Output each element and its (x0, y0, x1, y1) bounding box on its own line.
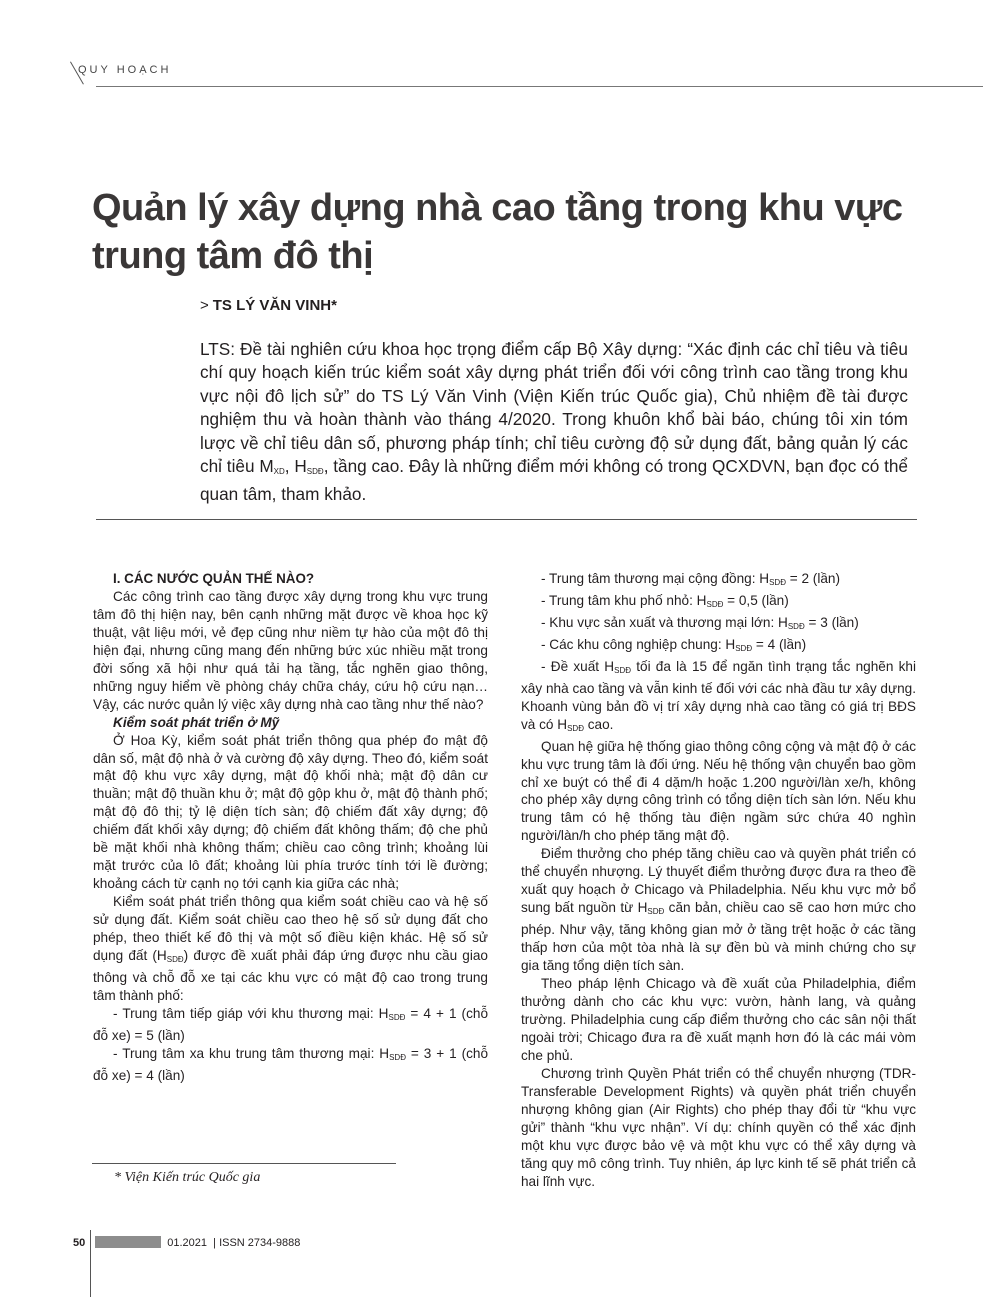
text-run: - Các khu công nghiệp chung: H (541, 636, 736, 652)
list-item (521, 592, 916, 614)
text-run: cao. (583, 716, 614, 732)
body-paragraph: Các công trình cao tầng được xây dựng trong khu vực trung tâm đô thị hiện nay, bên cạnh những mặt được về khoa học kỹ thuật, vật liệu mới, vẻ đẹp cũng như niềm tự hào của một đô thị hiện đại, nhưng cũng mang đến những bức xúc nhiều mặt trong đời sống xã hội như quá tải hạ tầng, tắc nghẽn giao thông, những nguy hiểm về phòng cháy chữa cháy, cứu hộ cứu nạn… Vậy, các nước quản lý việc xây dựng nhà cao tầng như thế nào? (93, 588, 488, 712)
text-run: = 4 (lần) (752, 636, 807, 652)
left-column (93, 570, 488, 1085)
issue-date: 01.2021 (167, 1237, 208, 1249)
text-run: - Trung tâm khu phố nhỏ: H (541, 592, 707, 608)
body-paragraph: Theo pháp lệnh Chicago và đề xuất của Philadelphia, điểm thưởng dành cho các khu vực: vườn, hành lang, và quảng trường. Philadelphia cung cấp điểm thưởng cho các sân nội thất ngoài trời; Chicago đưa ra đề xuất mạnh hơn đó là các mái vòm che phủ. (521, 976, 916, 1063)
subscript: SDĐ (706, 599, 724, 609)
lead-text-2: , H (284, 456, 307, 477)
text-run: - Trung tâm tiếp giáp với khu thương mại: H (113, 1005, 389, 1021)
author-byline (200, 297, 337, 314)
text-run: = 0,5 (lần) (723, 592, 789, 608)
lead-rule (96, 519, 917, 520)
text-run: = 3 + 1 (chỗ đỗ xe) = 4 (lần) (93, 1045, 489, 1083)
subscript: SDĐ (769, 578, 786, 587)
body-paragraph (521, 845, 916, 975)
subscript: SDĐ (388, 1012, 406, 1022)
text-run: = 4 + 1 (chỗ đỗ xe) = 5 (lần) (93, 1005, 488, 1043)
text-run: = 3 (lần) (804, 614, 859, 630)
subscript: SDĐ (166, 955, 184, 965)
footnote: * Viện Kiến trúc Quốc gia (114, 1170, 261, 1185)
magazine-logo (95, 1236, 161, 1248)
lead-paragraph (200, 338, 908, 507)
list-item (521, 614, 916, 636)
lead-subscript-1: XD (273, 467, 285, 477)
subheading: Kiểm soát phát triển ở Mỹ (113, 714, 280, 730)
section-tag: QUY HOẠCH (78, 64, 172, 76)
body-paragraph: Ở Hoa Kỳ, kiểm soát phát triển thông qua phép đo mật độ dân số, mật độ nhà ở và cường độ xây dựng. Theo đó, kiểm soát mật độ khu vực xây dựng, mật độ khối nhà; mật độ dân cư thuần; mật độ thuần khu ở; mật độ gộp khu ở, mật độ thành phố; mật độ đô thị; tỷ lệ diện tích sàn; độ chiếm đất xây dựng; độ chiếm đất khối xây dựng; độ chiếm đất không thấm; độ che phủ bề mặt khối nhà không thấm; chiều cao công trình; khoảng lùi mặt trước của lô đất; khoảng lùi phía trước tính tới lề đường; khoảng cách từ cạnh nọ tới cạnh kia giữa các nhà; (93, 732, 488, 892)
body-paragraph: Quan hệ giữa hệ thống giao thông công cộng và mật độ ở các khu vực trung tâm là đối ứng. Nếu hệ thống vận chuyển bao gồm chỉ xe buýt có thể đi 4 dặm/h hoặc 1.200 người/làn xe/h, không cho phép xây dựng công trình có tổng diện tích sàn lớn. Nếu khu trung tâm có hệ thống tàu điện ngầm sức chứa 40 nghìn người/làn/h cho phép tăng mật độ. (521, 738, 916, 844)
list-item (93, 1005, 488, 1045)
list-item (521, 636, 916, 658)
text-run: Kiểm soát phát triển thông qua kiểm soát chiều cao và hệ số sử dụng đất. Kiểm soát chiều cao theo hệ số sử dụng đất cho phép, theo thiết kế đô thị và một số điều kiện khác. Hệ số sử dụng đất (H (93, 894, 488, 964)
section-heading: I. CÁC NƯỚC QUẢN THẾ NÀO? (113, 571, 315, 586)
text-run: = 2 (lần) (785, 571, 840, 586)
list-item (521, 658, 916, 738)
subscript: SDĐ (389, 1052, 406, 1062)
page-number: 50 (73, 1237, 86, 1249)
body-paragraph (93, 893, 488, 1005)
subscript: SDĐ (567, 723, 584, 733)
footer-separator: | (213, 1237, 216, 1249)
text-run: - Trung tâm xa khu trung tâm thương mại: H (113, 1045, 390, 1061)
lead-text-3: , tầng cao. Đây là những điểm mới không có trong QCXDVN, bạn đọc có thể quan tâm, tham khảo. (200, 456, 908, 505)
lead-text-1: LTS: Đề tài nghiên cứu khoa học trọng điểm cấp Bộ Xây dựng: “Xác định các chỉ tiêu và tiêu chí quy hoạch kiến trúc kiểm soát xây dựng phát triển đối với công trình cao tầng trong khu vực nội đô lịch sử” do TS Lý Văn Vinh (Viện Kiến trúc Quốc gia), Chủ nhiệm đề tài được nghiệm thu và hoàn thành vào tháng 4/2020. Trong khuôn khổ bài báo, chúng tôi xin tóm lược về chỉ tiêu dân số, phương pháp tính; chỉ tiêu cường độ sử dụng đất, bảng quản lý các chỉ tiêu M (200, 339, 908, 477)
text-run: căn bản, chiều cao sẽ cao hơn mức cho phép. Như vậy, tăng không gian mở ở tầng trệt hoặc ở các tầng thấp hơn của một tòa nhà là sự đền bù và minh chứng cho sự gia tăng tổng diện tích sàn. (521, 900, 916, 974)
right-column (521, 570, 916, 1190)
article-title: Quản lý xây dựng nhà cao tầng trong khu vực trung tâm đô thị (92, 187, 903, 277)
text-run: - Trung tâm thương mại cộng đồng: H (541, 571, 770, 586)
issn: ISSN 2734-9888 (219, 1237, 301, 1249)
text-run: ) được đề xuất phải đáp ứng được nhu cầu giao thông và chỗ đỗ xe tại các khu vực có mật độ cao trong trung tâm thành phố: (93, 948, 488, 1003)
text-run: Điểm thưởng cho phép tăng chiều cao và quyền phát triển có thể chuyển nhượng. Lý thuyết điểm thưởng được đưa ra theo đề xuất quy hoạch ở Chicago và Philadelphia. Nếu khu vực mở bổ sung bất nguồn từ H (521, 846, 916, 916)
body-paragraph: Chương trình Quyền Phát triển có thể chuyển nhượng (TDR-Transferable Development Rights) và quyền phát triển chuyển nhượng không gian (Air Rights) cho phép thay đổi từ “khu vực gửi” thành “khu vực nhận”. Ví dụ: chính quyền có thể xác định một khu vực được bảo vệ và một khu vực có thể xây dựng và tăng quy mô công trình. Tuy nhiên, áp lực kinh tế sẽ phát triển cả hai lĩnh vực. (521, 1065, 916, 1189)
lead-subscript-2: SDĐ (306, 467, 324, 477)
subscript: SDĐ (735, 643, 753, 653)
author-marker: > (200, 297, 209, 314)
subscript: SDĐ (614, 665, 631, 675)
author-name: TS LÝ VĂN VINH* (212, 297, 337, 314)
text-run: tối đa là 15 để ngăn tình trạng tắc nghẽn khi xây nhà cao tầng và vẫn kinh tế đối với các nhà đầu tư xây dựng. Khoanh vùng bản đồ vị trí xây dựng nhà cao tầng có giá trị BĐS và có H (521, 658, 917, 732)
list-item (521, 570, 916, 592)
list-item (93, 1045, 488, 1085)
page-footer (73, 1236, 300, 1249)
header-rule (96, 86, 983, 87)
subscript: SDĐ (787, 621, 805, 631)
text-run: - Khu vực sản xuất và thương mại lớn: H (541, 614, 788, 630)
subscript: SDĐ (647, 907, 665, 917)
text-run: - Đề xuất H (541, 658, 615, 674)
footnote-rule (92, 1163, 396, 1164)
